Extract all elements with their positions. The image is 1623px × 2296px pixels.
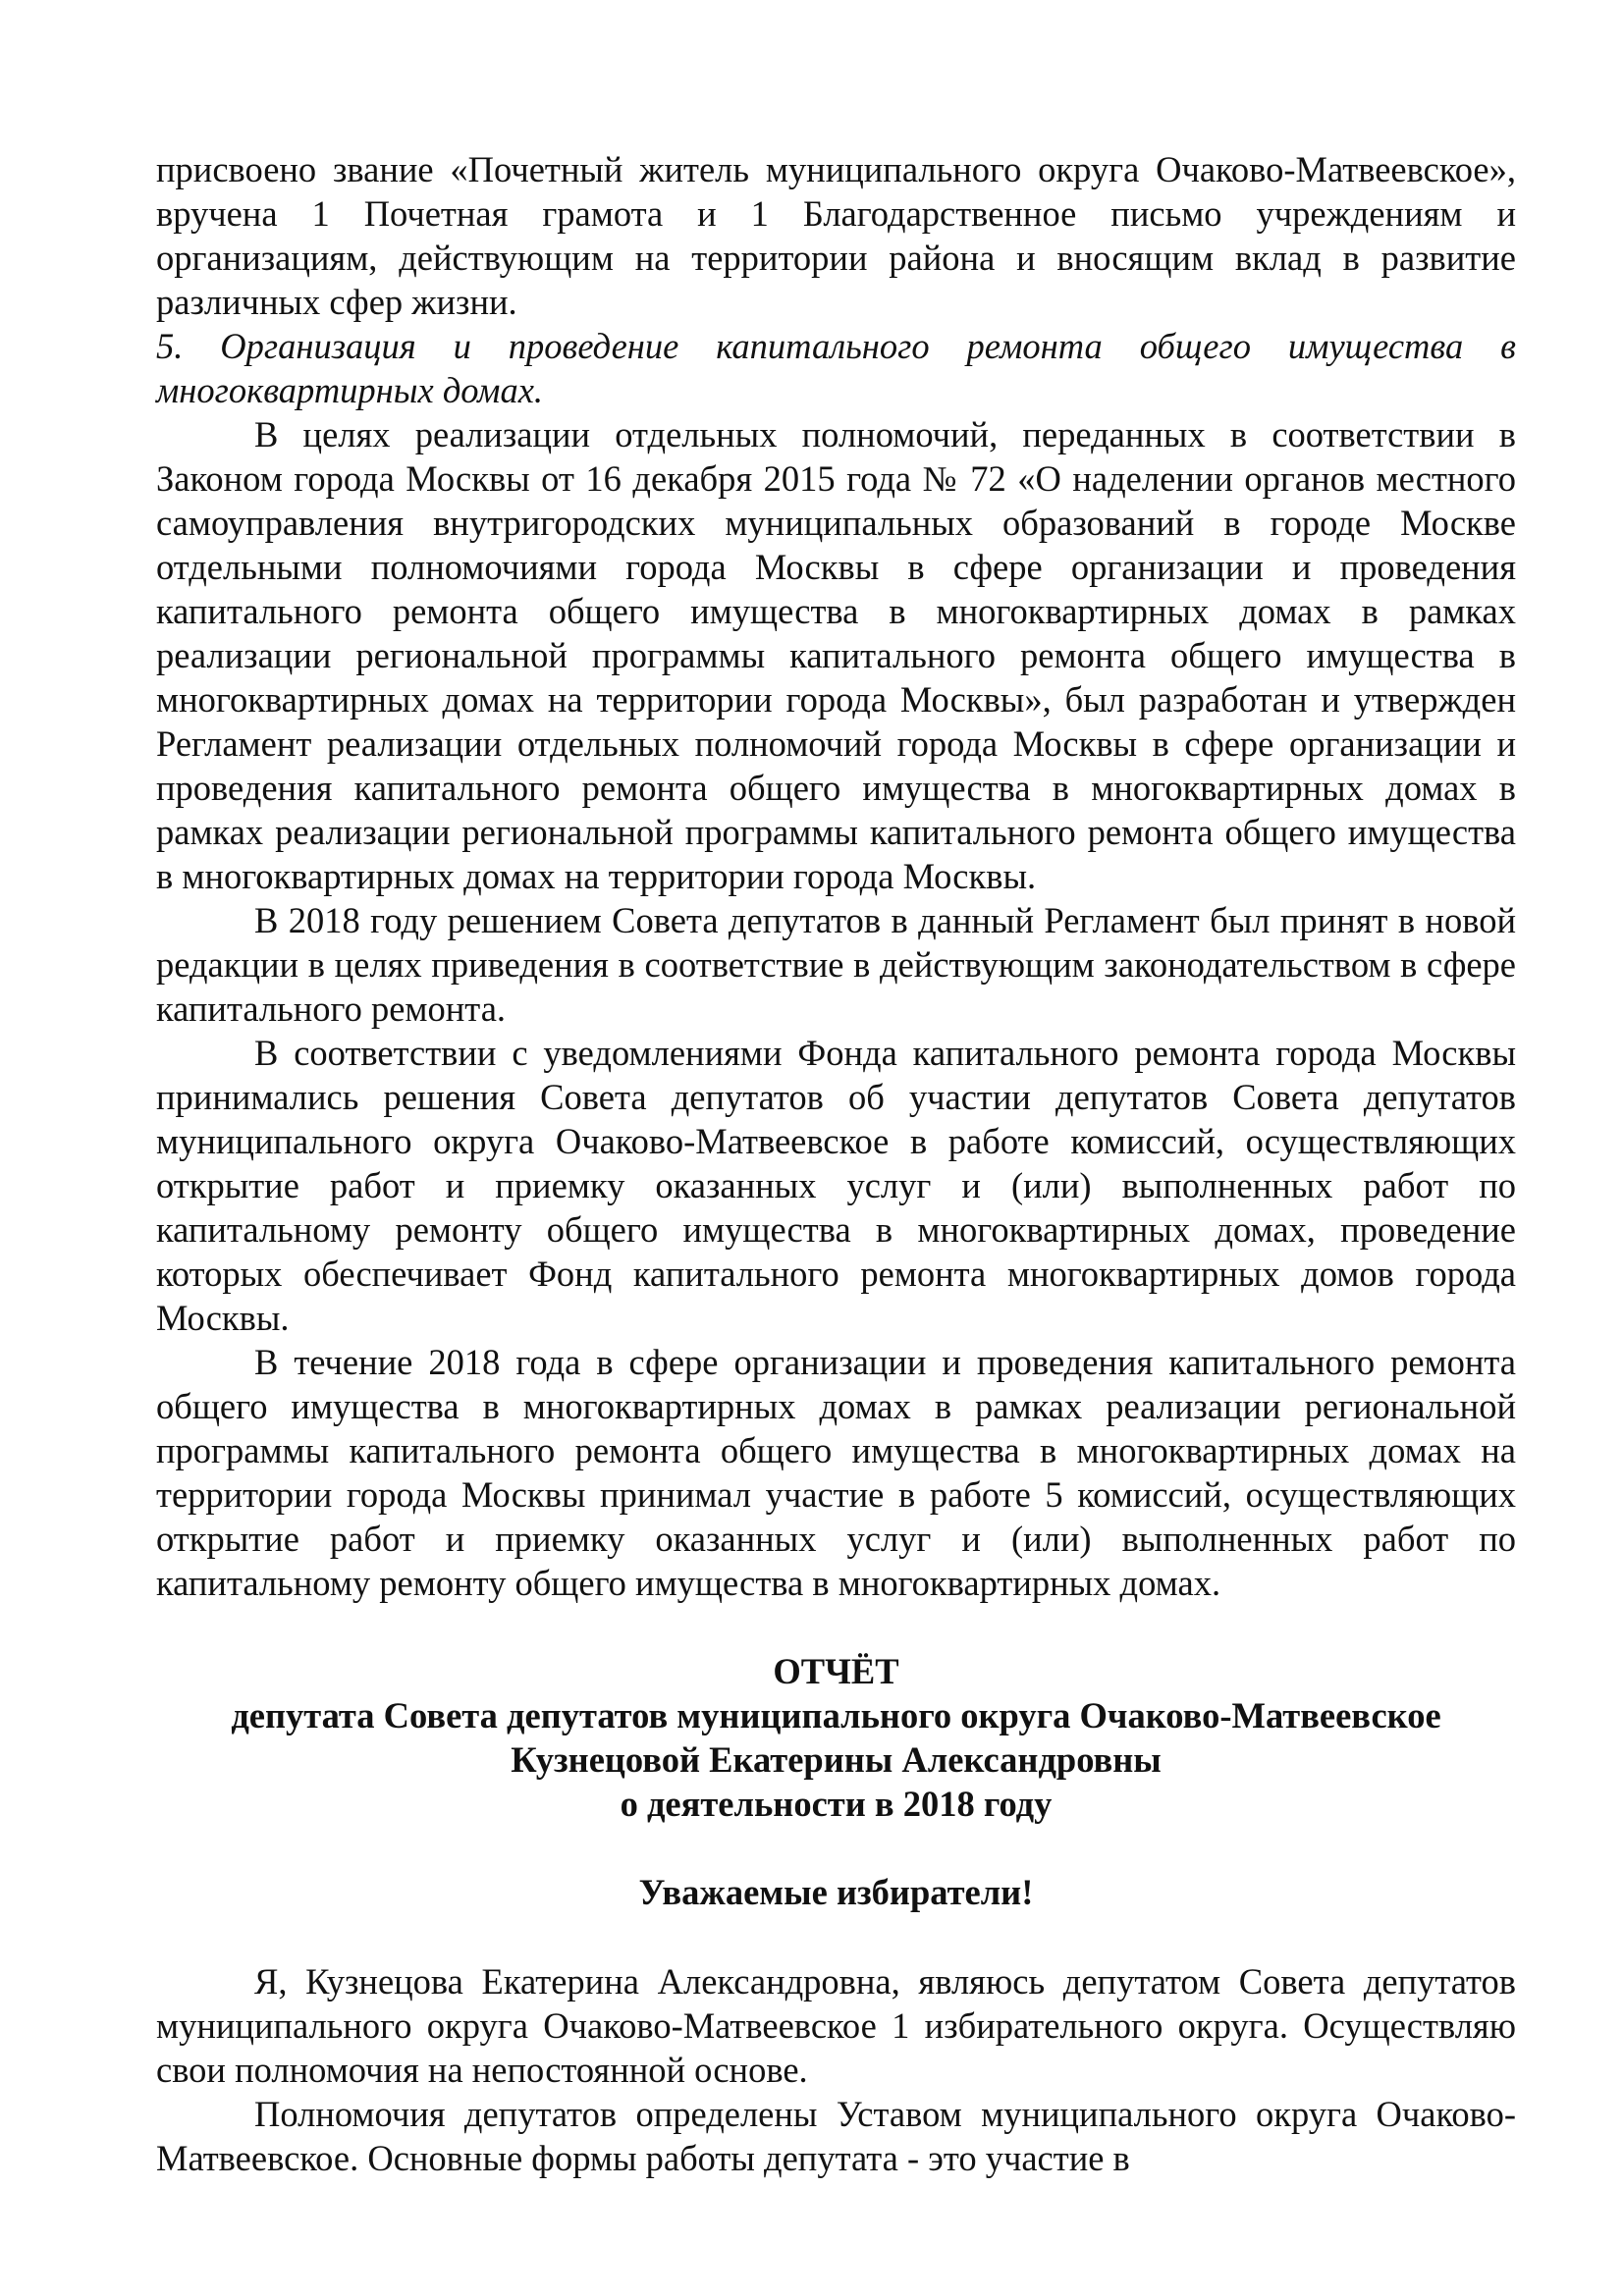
report-heading (156, 1649, 1516, 1826)
paragraph-commissions: В течение 2018 года в сфере организации и проведения капитального ремонта общего имущества в многоквартирных домах в рамках реализации региональной программы капитального ремонта общего имущества в многоквартирных домах на территории города Москвы принимал участие в работе 5 комиссий, осуществляющих открытие работ и приемку оказанных услуг и (или) выполненных работ по капитальному ремонту общего имущества в многоквартирных домах. (156, 1342, 1516, 1603)
section-heading-capital-repair: 5. Организация и проведение капитального ремонта общего имущества в многоквартирных домах. (156, 326, 1516, 410)
document-body (156, 147, 1516, 2180)
paragraph-deputy-intro: Я, Кузнецова Екатерина Александровна, являюсь депутатом Совета депутатов муниципального округа Очаково-Матвеевское 1 избирательного округа. Осуществляю свои полномочия на непостоянной основе. (156, 1961, 1516, 2090)
report-subtitle-year: о деятельности в 2018 году (620, 1784, 1053, 1824)
paragraph-fund-notifications: В соответствии с уведомлениями Фонда капитального ремонта города Москвы принимались решения Совета депутатов об участии депутатов Совета депутатов муниципального округа Очаково-Матвеевское в работе комиссий, осуществляющих открытие работ и приемку оказанных услуг и (или) выполненных работ по капитальному ремонту общего имущества в многоквартирных домах, проведение которых обеспечивает Фонд капитального ремонта многоквартирных домов города Москвы. (156, 1033, 1516, 1338)
paragraph-deputy-powers: Полномочия депутатов определены Уставом муниципального округа Очаково-Матвеевское. Основные формы работы депутата - это участие в (156, 2094, 1516, 2178)
paragraph-honorary-awards: присвоено звание «Почетный житель муниципального округа Очаково-Матвеевское», вручена 1 Почетная грамота и 1 Благодарственное письмо учреждениям и организациям, действующим на территории района и вносящим вклад в развитие различных сфер жизни. (156, 149, 1516, 322)
greeting: Уважаемые избиратели! (638, 1872, 1034, 1912)
paragraph-regulation: В целях реализации отдельных полномочий, переданных в соответствии в Законом города Москвы от 16 декабря 2015 года № 72 «О наделении органов местного самоуправления внутригородских муниципальных образований в городе Москве отдельными полномочиями города Москвы в сфере организации и проведения капитального ремонта общего имущества в многоквартирных домах в рамках реализации региональной программы капитального ремонта общего имущества в многоквартирных домах на территории города Москвы», был разработан и утвержден Регламент реализации отдельных полномочий города Москвы в сфере организации и проведения капитального ремонта общего имущества в многоквартирных домах в рамках реализации региональной программы капитального ремонта общего имущества в многоквартирных домах на территории города Москвы. (156, 414, 1516, 896)
report-title: ОТЧЁТ (773, 1651, 899, 1691)
report-subtitle-deputy: депутата Совета депутатов муниципального округа Очаково-Матвеевское (231, 1695, 1441, 1735)
paragraph-new-edition: В 2018 году решением Совета депутатов в данный Регламент был принят в новой редакции в целях приведения в соответствие в действующим законодательством в сфере капитального ремонта. (156, 900, 1516, 1029)
report-subtitle-name: Кузнецовой Екатерины Александровны (511, 1739, 1162, 1780)
